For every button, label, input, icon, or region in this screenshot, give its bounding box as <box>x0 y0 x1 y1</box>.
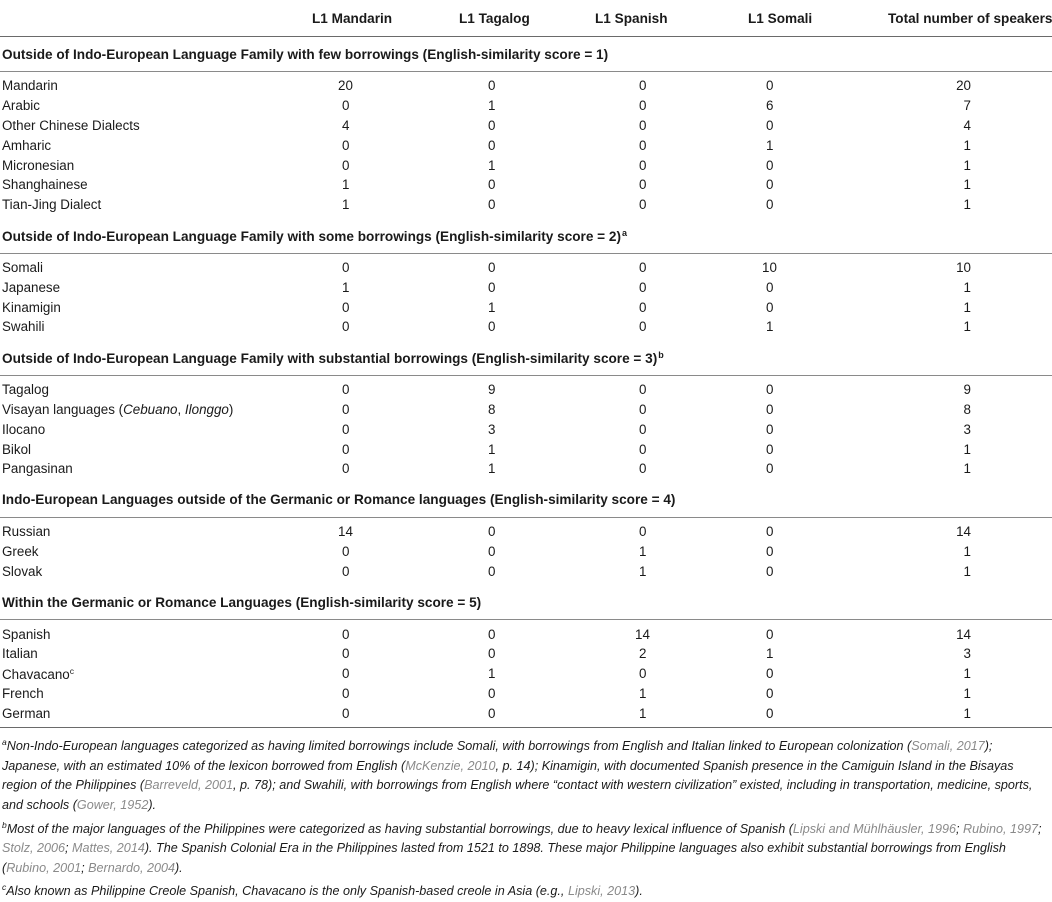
table-cell: 1 <box>963 543 971 559</box>
table-cell: 0 <box>488 259 496 275</box>
table-cell: 0 <box>766 382 774 398</box>
table-cell: 0 <box>639 279 647 295</box>
table-cell: 1 <box>488 98 496 114</box>
table-row <box>0 522 1052 542</box>
table-cell: 0 <box>766 441 774 457</box>
table-cell: 0 <box>488 78 496 94</box>
table-cell: 8 <box>488 401 496 417</box>
table-cell: 0 <box>766 626 774 642</box>
table-cell: 0 <box>342 441 350 457</box>
table-cell: 9 <box>488 382 496 398</box>
table-cell: 0 <box>766 524 774 540</box>
table-cell: 0 <box>639 666 647 682</box>
table-cell: 0 <box>639 299 647 315</box>
table-cell: 0 <box>639 524 647 540</box>
header-l1-spanish: L1 Spanish <box>572 0 712 37</box>
table-cell: 6 <box>766 98 774 114</box>
language-name: Somali <box>2 259 43 275</box>
table-cell: 0 <box>488 543 496 559</box>
language-name: Tian-Jing Dialect <box>2 197 102 213</box>
table-cell: 1 <box>488 299 496 315</box>
table-cell: 1 <box>963 137 971 153</box>
table-cell: 0 <box>488 626 496 642</box>
table-cell: 1 <box>963 666 971 682</box>
language-name: Pangasinan <box>2 461 73 477</box>
table-cell: 0 <box>488 279 496 295</box>
table-cell: 0 <box>342 705 350 721</box>
table-cell: 1 <box>766 137 774 153</box>
section-title <box>0 341 1052 376</box>
language-name: Ilocano <box>2 421 46 437</box>
table-row <box>0 116 1052 136</box>
section-header-row <box>0 341 1052 376</box>
footnote-text: ). <box>174 860 183 875</box>
language-name: Kinamigin <box>2 299 61 315</box>
table-cell: 3 <box>488 421 496 437</box>
table-row <box>0 96 1052 116</box>
table-cell: 0 <box>639 319 647 335</box>
language-name: Micronesian <box>2 157 75 173</box>
table-row <box>0 624 1052 644</box>
table-cell: 0 <box>639 382 647 398</box>
table-cell: 0 <box>766 461 774 477</box>
table-cell: 0 <box>639 197 647 213</box>
table-cell: 0 <box>342 299 350 315</box>
section-title-text: Outside of Indo-European Language Family with substantial borrowings (English-similarity score = 3) <box>2 350 658 366</box>
table-cell: 1 <box>963 685 971 701</box>
section-title <box>0 483 1052 518</box>
table-cell: 0 <box>488 646 496 662</box>
table-row <box>0 419 1052 439</box>
table-cell: 0 <box>342 137 350 153</box>
language-name: Arabic <box>2 98 40 114</box>
table-row <box>0 277 1052 297</box>
footnote-text: ); Japanese, with an estimated 10% of the lexicon borrowed from English ( <box>2 739 993 773</box>
footnote-text: ; <box>81 860 89 875</box>
citation-link[interactable]: Lipski, 2013 <box>567 884 636 899</box>
table-row <box>0 561 1052 581</box>
table-cell: 0 <box>766 299 774 315</box>
table-cell: 2 <box>639 646 647 662</box>
table-cell: 1 <box>488 441 496 457</box>
table-cell: 0 <box>766 279 774 295</box>
header-total-speakers: Total number of speakers <box>872 0 1052 37</box>
table-cell: 0 <box>488 685 496 701</box>
section-title-text: Indo-European Languages outside of the Germanic or Romance languages (English-similarity score = 4) <box>2 492 676 508</box>
language-name: Visayan languages (Cebuano, Ilonggo) <box>2 401 234 417</box>
language-name: Chavacano$^c$ <box>2 665 74 682</box>
table-cell: 14 <box>956 626 971 642</box>
citation-link[interactable]: McKenzie, 2010 <box>405 758 496 773</box>
footnote-marker: a <box>622 227 628 238</box>
table-row <box>0 542 1052 562</box>
table-cell: 0 <box>766 401 774 417</box>
table-cell: 4 <box>342 117 350 133</box>
table-cell: 1 <box>963 319 971 335</box>
table-cell: 1 <box>963 177 971 193</box>
table-cell: 0 <box>342 626 350 642</box>
table-cell: 0 <box>488 319 496 335</box>
footnote-a <box>2 733 1050 815</box>
table-cell: 20 <box>956 78 971 94</box>
footnote-text: Most of the major languages of the Philippines were categorized as having substantial borrowings, due to heavy lexical influence of Spanish ( <box>6 821 793 836</box>
table-cell: 0 <box>488 197 496 213</box>
table-cell: 0 <box>639 421 647 437</box>
table-cell: 0 <box>342 382 350 398</box>
table-cell: 1 <box>488 157 496 173</box>
table-cell: 14 <box>956 524 971 540</box>
table-cell: 0 <box>342 543 350 559</box>
footnote-marker: b <box>2 819 7 830</box>
language-name: Amharic <box>2 137 52 153</box>
table-cell: 0 <box>488 563 496 579</box>
table-cell: 1 <box>963 279 971 295</box>
table-cell: 0 <box>766 666 774 682</box>
footnote-text: ). <box>148 797 157 812</box>
table-cell: 10 <box>956 259 971 275</box>
table-row <box>0 135 1052 155</box>
table-row <box>0 703 1052 723</box>
table-cell: 1 <box>342 279 350 295</box>
section-title <box>0 219 1052 254</box>
table-cell: 10 <box>762 259 777 275</box>
language-name: German <box>2 705 51 721</box>
footnote-text: ). The Spanish Colonial Era in the Philippines lasted from 1521 to 1898. These major Philippine languages also exhibit substantial borrowings from English ( <box>2 841 1006 875</box>
section-header-row <box>0 585 1052 620</box>
language-name: Tagalog <box>2 382 49 398</box>
table-cell: 3 <box>963 421 971 437</box>
citation-link[interactable]: Stolz, 2006 <box>2 841 66 856</box>
footnote-text: , p. 14); Kinamigin, with documented Spanish presence in the Camiguin Island in the Bisayas region of the Philippines ( <box>2 758 1014 793</box>
table-cell: 1 <box>963 461 971 477</box>
footnote-text: ; <box>956 821 964 836</box>
table-cell: 0 <box>766 421 774 437</box>
table-row <box>0 175 1052 195</box>
table-cell: 1 <box>342 177 350 193</box>
table-cell: 14 <box>635 626 650 642</box>
language-name: Spanish <box>2 626 51 642</box>
footnote-text: , p. 78); and Swahili, with borrowings from English where “contact with western civilization” existed, including in transportation, medicine, sports, and schools ( <box>2 778 1033 812</box>
footnote-c <box>2 878 1050 902</box>
citation-link[interactable]: Mattes, 2014 <box>72 841 145 856</box>
table-cell: 9 <box>963 382 971 398</box>
table-cell: 1 <box>639 685 647 701</box>
section-header-row <box>0 37 1052 72</box>
footnote-text: Non-Indo-European languages categorized as having limited borrowings include Somali, with borrowings from English and Italian linked to European colonization ( <box>6 739 912 754</box>
language-name: Shanghainese <box>2 177 88 193</box>
table-cell: 1 <box>639 705 647 721</box>
table-cell: 0 <box>342 401 350 417</box>
citation-link[interactable]: Gower, 1952 <box>76 797 149 812</box>
footnote-marker: c <box>69 665 74 676</box>
table-cell: 14 <box>338 524 353 540</box>
table-cell: 0 <box>639 78 647 94</box>
table-cell: 0 <box>766 543 774 559</box>
footnote-text: ). <box>635 884 643 899</box>
language-name: Bikol <box>2 441 32 457</box>
table-cell: 4 <box>963 117 971 133</box>
language-name: Italian <box>2 646 38 662</box>
table-cell: 0 <box>342 157 350 173</box>
table-cell: 0 <box>488 177 496 193</box>
section-title-text: Outside of Indo-European Language Family with few borrowings (English-similarity score = 1) <box>2 46 609 62</box>
table-cell: 0 <box>342 646 350 662</box>
section-title-text: Within the Germanic or Romance Languages (English-similarity score = 5) <box>2 594 482 610</box>
table-cell: 0 <box>639 259 647 275</box>
table-footnotes <box>0 727 1052 902</box>
footnote-text: ; <box>65 841 73 856</box>
table-cell: 0 <box>766 705 774 721</box>
table-cell: 1 <box>766 319 774 335</box>
table-cell: 1 <box>639 543 647 559</box>
table-cell: 0 <box>639 117 647 133</box>
header-l1-tagalog: L1 Tagalog <box>392 0 572 37</box>
table-cell: 0 <box>488 524 496 540</box>
footnote-marker: c <box>2 882 7 893</box>
table-cell: 0 <box>766 78 774 94</box>
table-cell: 1 <box>963 705 971 721</box>
table-row <box>0 195 1052 215</box>
table-row <box>0 380 1052 400</box>
table-cell: 0 <box>639 157 647 173</box>
table-cell: 1 <box>488 666 496 682</box>
table-row <box>0 684 1052 704</box>
table-cell: 1 <box>963 197 971 213</box>
table-cell: 0 <box>766 563 774 579</box>
section-header-row <box>0 483 1052 518</box>
footnote-marker: a <box>2 737 7 748</box>
header-language <box>0 0 262 37</box>
table-cell: 0 <box>488 117 496 133</box>
language-name: Slovak <box>2 563 43 579</box>
table-row <box>0 258 1052 278</box>
language-name: Greek <box>2 543 39 559</box>
table-cell: 0 <box>342 666 350 682</box>
table-row <box>0 644 1052 664</box>
footnote-b <box>2 816 1050 879</box>
header-l1-somali: L1 Somali <box>712 0 872 37</box>
table-cell: 1 <box>963 157 971 173</box>
table-cell: 1 <box>488 461 496 477</box>
table-cell: 0 <box>639 441 647 457</box>
table-cell: 1 <box>963 299 971 315</box>
language-name: French <box>2 685 44 701</box>
table-cell: 1 <box>342 197 350 213</box>
table-cell: 0 <box>766 685 774 701</box>
table-row <box>0 297 1052 317</box>
table-row <box>0 155 1052 175</box>
citation-link[interactable]: Rubino, 2001 <box>6 860 82 875</box>
table-cell: 0 <box>639 401 647 417</box>
table-cell: 1 <box>963 441 971 457</box>
table-row <box>0 400 1052 420</box>
table-row <box>0 459 1052 479</box>
language-name: Mandarin <box>2 78 58 94</box>
section-title-text: Outside of Indo-European Language Family with some borrowings (English-similarity score = 2) <box>2 228 621 244</box>
table-cell: 1 <box>639 563 647 579</box>
table-cell: 8 <box>963 401 971 417</box>
table-row <box>0 317 1052 337</box>
footnote-text: Also known as Philippine Creole Spanish, Chavacano is the only Spanish-based creole in Asia (e.g., <box>6 884 568 899</box>
table-cell: 1 <box>766 646 774 662</box>
table-cell: 3 <box>963 646 971 662</box>
table-cell: 0 <box>342 421 350 437</box>
header-l1-mandarin: L1 Mandarin <box>262 0 392 37</box>
section-title <box>0 37 1052 72</box>
table-cell: 1 <box>963 563 971 579</box>
language-name: Japanese <box>2 279 61 295</box>
table-body <box>0 37 1052 728</box>
citation-link[interactable]: Bernardo, 2004 <box>88 860 175 875</box>
table-cell: 0 <box>342 98 350 114</box>
table-row <box>0 439 1052 459</box>
citation-link[interactable]: Rubino, 1997 <box>963 821 1038 836</box>
table-cell: 20 <box>338 78 353 94</box>
footnote-marker: b <box>658 349 664 360</box>
table-cell: 0 <box>488 705 496 721</box>
header-row <box>0 0 1052 37</box>
table-row <box>0 664 1052 684</box>
table-cell: 0 <box>342 319 350 335</box>
table-cell: 0 <box>639 177 647 193</box>
table-cell: 0 <box>342 563 350 579</box>
language-name: Swahili <box>2 319 45 335</box>
table-cell: 0 <box>488 137 496 153</box>
table-cell: 0 <box>639 461 647 477</box>
table-row <box>0 76 1052 96</box>
citation-link[interactable]: Barreveld, 2001 <box>144 778 234 793</box>
section-header-row <box>0 219 1052 254</box>
table-cell: 0 <box>342 461 350 477</box>
language-name: Other Chinese Dialects <box>2 117 140 133</box>
table-cell: 0 <box>766 117 774 133</box>
table-cell: 0 <box>766 197 774 213</box>
table-cell: 0 <box>342 685 350 701</box>
table-cell: 0 <box>342 259 350 275</box>
table-cell: 7 <box>963 98 971 114</box>
table-cell: 0 <box>639 98 647 114</box>
table-cell: 0 <box>639 137 647 153</box>
citation-link[interactable]: Lipski and Mühlhäusler, 1996 <box>792 821 957 836</box>
table-cell: 0 <box>766 177 774 193</box>
language-name: Russian <box>2 524 51 540</box>
table-cell: 0 <box>766 157 774 173</box>
footnote-text: ; <box>1037 821 1042 836</box>
section-title <box>0 585 1052 620</box>
citation-link[interactable]: Somali, 2017 <box>911 739 985 754</box>
